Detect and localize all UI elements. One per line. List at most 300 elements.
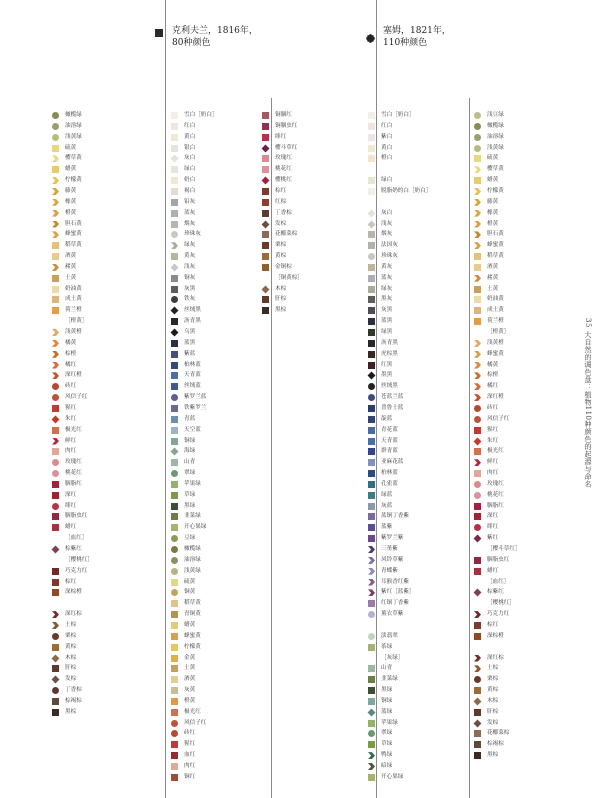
color-name: 韭菜绿 (184, 513, 201, 520)
circle-swatch-icon (368, 611, 375, 618)
square-swatch-icon (262, 155, 269, 162)
color-entry (368, 728, 392, 739)
color-entry (52, 110, 82, 121)
color-name: 深红 (487, 513, 499, 520)
color-entry (171, 653, 195, 664)
color-entry (52, 305, 82, 316)
square-swatch-icon (262, 112, 269, 119)
color-name: 蜂蜜黄 (65, 231, 82, 238)
color-entry (52, 577, 76, 588)
color-name: 灰蓝 (381, 502, 393, 509)
color-entry (474, 511, 498, 522)
color-name: 油溶绿 (487, 133, 504, 140)
square-swatch-icon (368, 123, 375, 130)
color-name: 青蝶紫 (381, 567, 398, 574)
color-name: 发棕 (65, 676, 77, 683)
color-entry (368, 609, 403, 620)
color-name: ［橙黄］ (487, 329, 510, 335)
color-entry (171, 457, 195, 468)
color-entry (171, 533, 195, 544)
color-entry (171, 153, 195, 164)
color-entry (52, 544, 82, 555)
square-swatch-icon (52, 296, 59, 303)
color-name: 绯红 (487, 524, 499, 531)
color-entry (52, 186, 76, 197)
color-name: 灰黑 (184, 285, 196, 292)
color-name: 丁香棕 (275, 209, 292, 216)
color-entry (474, 490, 504, 501)
color-name: 红铜丁香紫 (381, 600, 409, 607)
color-name: 沥青黑 (184, 318, 201, 325)
chevron-swatch-icon (474, 459, 481, 466)
square-swatch-icon (368, 296, 375, 303)
color-name: 柏林蓝 (184, 361, 201, 368)
color-name: 橄榄绿 (184, 546, 201, 552)
chevron-swatch-icon (368, 579, 375, 586)
color-entry (368, 186, 431, 197)
color-entry (474, 425, 498, 436)
square-swatch-icon (52, 405, 59, 412)
color-entry (474, 370, 498, 381)
color-name: 赭黄 (487, 274, 499, 281)
color-name: 蜡黄 (184, 621, 196, 628)
color-name: 肉红 (487, 470, 499, 477)
circle-swatch-icon (52, 470, 59, 477)
color-entry (171, 511, 201, 522)
color-entry (52, 294, 82, 305)
square-swatch-icon (171, 438, 178, 445)
color-name: 丝绒黑 (381, 383, 398, 390)
color-entry (474, 631, 504, 642)
color-name: 硫黄 (487, 155, 499, 162)
color-name: 蓝黑 (381, 318, 393, 325)
blank-swatch-icon (368, 199, 375, 206)
color-name: 孔雀蓝 (381, 480, 398, 487)
color-entry (474, 392, 504, 403)
circle-swatch-icon (474, 145, 481, 152)
circle-swatch-icon (52, 112, 59, 119)
square-swatch-icon (474, 709, 481, 716)
color-name: 灰黑 (381, 307, 393, 314)
color-name: 蜡红 (487, 567, 499, 574)
square-swatch-icon (368, 741, 375, 748)
square-swatch-icon (171, 644, 178, 651)
color-name: 淡翡翠 (381, 632, 398, 639)
color-entry (368, 490, 392, 501)
square-swatch-icon (171, 752, 178, 759)
blank-swatch-icon (262, 275, 269, 282)
color-entry (52, 381, 76, 392)
color-entry (171, 772, 195, 783)
square-swatch-icon (171, 524, 178, 531)
color-name: 铜红 (184, 773, 196, 780)
color-entry (368, 772, 403, 783)
chevron-swatch-icon (52, 340, 59, 347)
color-name: ［樱桃红］ (65, 556, 93, 563)
square-swatch-icon (474, 503, 481, 510)
diamond-swatch-icon (474, 719, 482, 727)
diamond-swatch-icon (171, 307, 179, 315)
color-entry (368, 653, 403, 664)
color-entry (52, 360, 76, 371)
color-entry (171, 577, 195, 588)
color-name: ［樱桃红］ (487, 600, 515, 607)
color-entry (52, 587, 82, 598)
square-swatch-icon (171, 166, 178, 173)
color-entry (171, 327, 195, 338)
square-swatch-icon (474, 557, 481, 564)
color-entry (171, 143, 195, 154)
color-name: 栗棕 (275, 242, 287, 249)
color-entry (262, 143, 297, 154)
color-entry (171, 262, 195, 273)
color-entry (474, 598, 515, 609)
square-swatch-icon (52, 253, 59, 260)
color-entry (368, 436, 398, 447)
square-swatch-icon (368, 687, 375, 694)
circle-swatch-icon (171, 535, 178, 542)
color-entry (262, 273, 303, 284)
color-entry (52, 403, 76, 414)
color-entry (52, 229, 82, 240)
color-name: 风信子红 (184, 719, 207, 726)
color-name: 风铃草紫 (381, 556, 404, 563)
chevron-swatch-icon (474, 351, 481, 358)
color-name: 烟灰 (381, 231, 393, 238)
color-entry (474, 566, 498, 577)
color-name: 油溶绿 (184, 556, 201, 563)
circle-swatch-icon (474, 134, 481, 141)
square-swatch-icon (52, 589, 59, 596)
square-icon (155, 29, 163, 37)
color-name: 烟灰 (184, 220, 196, 227)
chevron-swatch-icon (52, 372, 59, 379)
color-entry (368, 208, 392, 219)
color-entry (52, 479, 82, 490)
chevron-swatch-icon (52, 329, 59, 336)
color-entry (171, 631, 201, 642)
color-name: 桃花红 (275, 166, 292, 173)
color-name: 翠绿 (381, 730, 393, 737)
color-name: 红棕 (275, 198, 287, 205)
circle-swatch-icon (171, 546, 178, 553)
color-entry (262, 121, 297, 132)
blank-swatch-icon (474, 644, 481, 651)
color-entry (368, 305, 392, 316)
square-swatch-icon (171, 611, 178, 618)
color-entry (171, 110, 218, 121)
color-name: 砖红 (184, 730, 196, 737)
color-name: 巧克力红 (487, 611, 510, 618)
color-entry (474, 501, 504, 512)
color-entry (474, 262, 498, 273)
color-entry (368, 457, 403, 468)
color-name: 黑棕 (275, 307, 287, 314)
chevron-swatch-icon (474, 611, 481, 618)
color-entry (474, 327, 509, 338)
color-entry (474, 403, 498, 414)
color-entry (474, 153, 498, 164)
color-entry (368, 522, 392, 533)
color-name: 黑绿 (184, 502, 196, 509)
diamond-swatch-icon (52, 654, 60, 662)
color-entry (368, 121, 392, 132)
chevron-swatch-icon (474, 655, 481, 662)
color-entry (52, 663, 76, 674)
color-name: 红白 (184, 122, 196, 129)
color-name: 黑灰 (381, 296, 393, 303)
color-name: 紫罗兰紫 (381, 535, 404, 542)
square-swatch-icon (262, 307, 269, 314)
color-name: 开心果绿 (184, 524, 207, 531)
diamond-swatch-icon (52, 676, 60, 684)
color-entry (368, 587, 415, 598)
color-name: 极光红 (65, 426, 82, 433)
color-name: 浅黄绿 (65, 133, 82, 140)
color-name: 橘红 (487, 383, 499, 390)
square-swatch-icon (171, 362, 178, 369)
color-name: 橙黄 (65, 209, 77, 216)
circle-swatch-icon (52, 383, 59, 390)
color-entry (368, 577, 409, 588)
color-name: 胆石黄 (487, 231, 504, 238)
color-name: 铜绿 (184, 437, 196, 444)
color-entry (474, 728, 509, 739)
color-entry (474, 609, 509, 620)
color-entry (474, 110, 504, 121)
color-entry (368, 511, 409, 522)
color-entry (52, 425, 82, 436)
color-entry (52, 164, 76, 175)
color-name: 风信子红 (487, 415, 510, 422)
square-swatch-icon (52, 579, 59, 586)
color-name: 黄白 (381, 144, 393, 151)
color-entry (52, 153, 82, 164)
diamond-swatch-icon (171, 448, 179, 456)
chevron-swatch-icon (474, 275, 481, 282)
chevron-swatch-icon (474, 210, 481, 217)
color-name: 赭黄 (65, 263, 77, 270)
chevron-swatch-icon (52, 622, 59, 629)
color-entry (368, 338, 398, 349)
color-name: 棕紫红 (487, 589, 504, 596)
circle-swatch-icon (474, 481, 481, 488)
color-entry (52, 511, 87, 522)
color-entry (474, 642, 487, 653)
color-name: 发棕 (275, 220, 287, 227)
square-swatch-icon (368, 416, 375, 423)
color-name: 栗棕 (487, 676, 499, 683)
color-entry (171, 240, 195, 251)
square-swatch-icon (52, 145, 59, 152)
square-swatch-icon (368, 448, 375, 455)
color-entry (262, 175, 292, 186)
color-entry (368, 663, 392, 674)
color-name: 巧克力红 (65, 567, 88, 574)
square-swatch-icon (474, 470, 481, 477)
color-entry (171, 186, 195, 197)
chevron-swatch-icon (52, 231, 59, 238)
color-entry (262, 251, 286, 262)
color-name: 翠绿 (184, 470, 196, 477)
color-name: 蓝黑 (184, 339, 196, 346)
flower-icon (366, 28, 374, 36)
color-entry (474, 294, 504, 305)
color-entry (52, 132, 82, 143)
color-entry (171, 587, 195, 598)
color-name: 黑绿 (381, 687, 393, 694)
color-entry (52, 273, 76, 284)
color-entry (474, 316, 504, 327)
color-name: 雪白［奶白］ (381, 112, 415, 118)
square-swatch-icon (171, 112, 178, 119)
square-swatch-icon (368, 242, 375, 249)
blank-swatch-icon (474, 546, 481, 553)
color-entry (52, 327, 82, 338)
color-entry (52, 436, 76, 447)
color-entry (171, 381, 201, 392)
chevron-swatch-icon (474, 362, 481, 369)
square-swatch-icon (171, 513, 178, 520)
color-name: 鸭绿 (381, 752, 393, 759)
circle-swatch-icon (171, 231, 178, 238)
color-entry (474, 696, 498, 707)
color-name: 薰衣草紫 (381, 611, 404, 618)
color-entry (262, 197, 286, 208)
color-name: 稻草黄 (184, 600, 201, 607)
square-swatch-icon (262, 242, 269, 249)
color-entry (474, 175, 498, 186)
color-name: 绿白 (381, 177, 393, 184)
color-entry (171, 598, 201, 609)
square-swatch-icon (474, 427, 481, 434)
color-entry (368, 707, 392, 718)
color-name: 靛蓝 (381, 415, 393, 422)
circle-swatch-icon (171, 557, 178, 564)
color-name: 红黑 (381, 361, 393, 368)
color-name: 法国灰 (381, 242, 398, 249)
square-swatch-icon (368, 177, 375, 184)
color-entry (368, 251, 398, 262)
color-name: 黑棕 (487, 752, 499, 759)
color-entry (368, 555, 403, 566)
color-name: 肉红 (184, 763, 196, 769)
chevron-swatch-icon (52, 611, 59, 618)
color-entry (171, 370, 201, 381)
color-entry (474, 305, 504, 316)
color-name: ［橙黄］ (65, 318, 88, 325)
color-name: 蜡黄 (487, 177, 499, 184)
color-name: 虎棕黑 (381, 350, 398, 357)
circle-swatch-icon (52, 134, 59, 141)
color-name: 深红棕 (65, 611, 82, 618)
color-name: 木棕 (487, 697, 499, 704)
square-swatch-icon (368, 264, 375, 271)
color-entry (368, 761, 392, 772)
square-swatch-icon (171, 459, 178, 466)
color-name: 栗棕 (65, 632, 77, 639)
color-name: 棕红 (487, 621, 499, 628)
color-name: 银白 (184, 144, 196, 151)
color-name: 橄榄绿 (487, 122, 504, 129)
color-entry (262, 262, 292, 273)
color-entry (52, 598, 65, 609)
square-swatch-icon (474, 253, 481, 260)
square-swatch-icon (171, 123, 178, 130)
color-name: 樱斗草红 (275, 144, 298, 151)
color-entry (171, 696, 195, 707)
color-name: 苹果绿 (184, 480, 201, 487)
color-entry (52, 251, 76, 262)
section-a-title: 克利夫兰，1816年， 80种颜色 (172, 26, 258, 48)
color-name: 草绿 (381, 741, 393, 748)
square-swatch-icon (171, 503, 178, 510)
color-entry (368, 392, 403, 403)
color-name: 鲜红 (487, 459, 499, 466)
section-divider-left (165, 0, 166, 798)
color-name: 茶绿 (381, 643, 393, 650)
diamond-swatch-icon (262, 177, 270, 185)
color-entry (171, 436, 195, 447)
diamond-swatch-icon (171, 155, 179, 163)
color-name: 酒黄 (65, 253, 77, 260)
square-swatch-icon (262, 296, 269, 303)
color-name: 土黄 (184, 665, 196, 672)
side-caption: 35 大自然的调色盘：植物110种颜色的起源与命名 (584, 318, 592, 488)
color-entry (368, 153, 392, 164)
diamond-swatch-icon (262, 285, 270, 293)
color-entry (171, 164, 195, 175)
color-name: 青铜黄 (184, 611, 201, 618)
color-entry (171, 229, 201, 240)
square-swatch-icon (368, 524, 375, 531)
color-name: 稻草黄 (65, 242, 82, 249)
color-entry (368, 739, 392, 750)
square-swatch-icon (171, 633, 178, 640)
color-entry (171, 739, 195, 750)
color-entry (474, 273, 498, 284)
color-name: 猩红 (65, 404, 77, 411)
square-swatch-icon (171, 351, 178, 358)
color-name: 棕紫红 (65, 546, 82, 552)
chevron-swatch-icon (474, 340, 481, 347)
color-entry (368, 533, 403, 544)
color-name: 橙黄 (487, 220, 499, 227)
blank-swatch-icon (52, 600, 59, 607)
square-swatch-icon (52, 286, 59, 293)
color-entry (368, 294, 392, 305)
color-entry (171, 425, 201, 436)
color-name: 花椰菜棕 (487, 730, 510, 737)
column-divider-b (469, 98, 470, 798)
diamond-swatch-icon (262, 144, 270, 152)
color-name: 柠檬黄 (65, 177, 82, 184)
color-name: 耳猴香红紫 (381, 578, 409, 585)
chevron-swatch-icon (474, 665, 481, 672)
color-name: 胭脂虫红 (65, 513, 88, 520)
color-entry (474, 468, 498, 479)
color-entry (474, 479, 504, 490)
square-swatch-icon (262, 210, 269, 217)
square-swatch-icon (474, 296, 481, 303)
color-name: 肝棕 (65, 665, 77, 672)
color-name: 胆石黄 (65, 220, 82, 227)
square-swatch-icon (52, 481, 59, 488)
square-swatch-icon (262, 188, 269, 195)
color-name: 铁紫罗兰 (184, 404, 207, 411)
color-name: 天青蓝 (381, 437, 398, 444)
color-name: 铅灰 (184, 198, 196, 205)
